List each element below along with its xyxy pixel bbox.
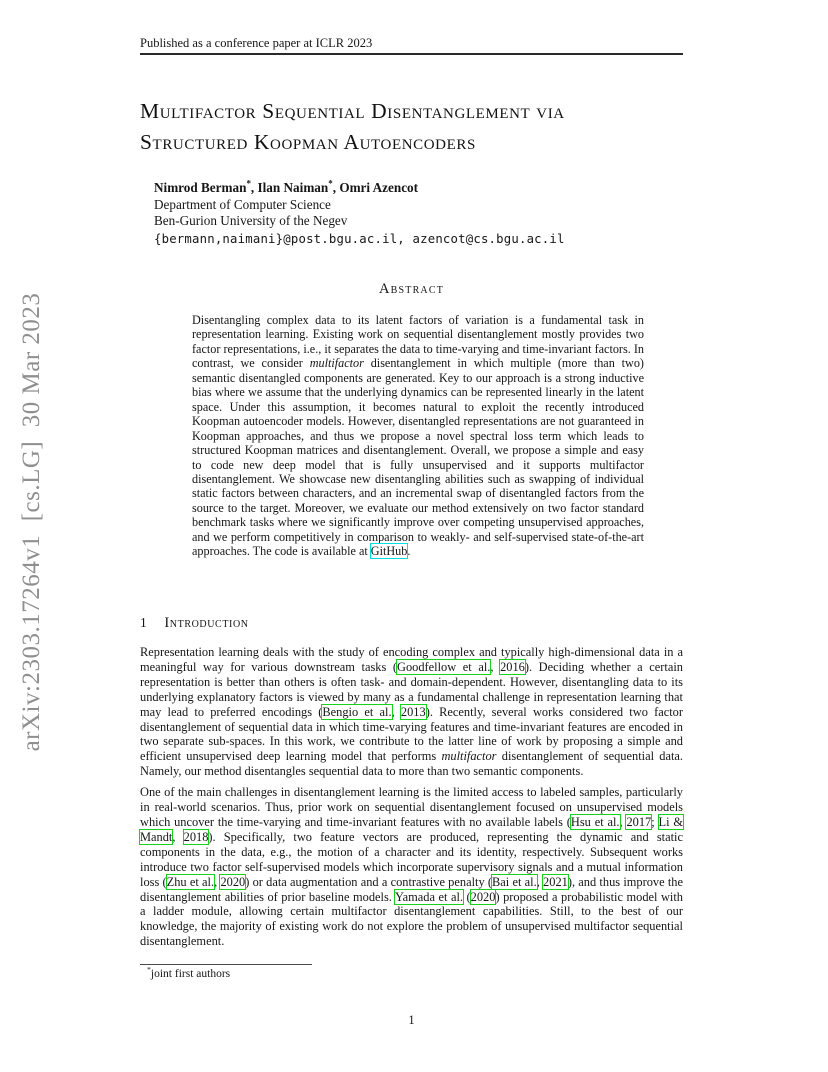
section-number: 1 — [140, 615, 148, 630]
citation-link[interactable]: 2017 — [626, 814, 652, 829]
text-run: ). Deciding whether a certain representation is better than others is often task- and domain-dependent. However, disentangling data to its underlying explanatory factors is viewed by many as a fundamental challenge in representation learning that may lead to preferred encodings ( — [140, 659, 683, 719]
citation-link[interactable]: Yamada et al. — [394, 889, 464, 904]
text-run: ) or data augmentation and a contrastive penalty ( — [245, 874, 493, 889]
citation-link[interactable]: 2013 — [400, 704, 426, 719]
text-run: , — [490, 659, 501, 674]
conference-header: Published as a conference paper at ICLR 2023 — [140, 36, 373, 50]
superscript-marker: * — [147, 965, 151, 975]
citation-link[interactable]: 2020 — [220, 874, 246, 889]
citation-link[interactable]: Zhu et al. — [166, 874, 215, 889]
paper-title-line1: Multifactor Sequential Disentanglement via — [140, 99, 565, 123]
text-run: , — [172, 829, 184, 844]
citation-link[interactable]: Hsu et al. — [570, 814, 620, 829]
abstract-heading: Abstract — [378, 281, 445, 297]
text-run: ; — [651, 814, 659, 829]
section-heading-introduction — [140, 615, 683, 632]
text-run: One of the main challenges in disentanglement learning is the limited access to labeled samples, particularly in real-world scenarios. Thus, prior work on sequential disentanglement focused on unsupervised models which uncover the time-varying and time-invariant features with no available labels ( — [140, 785, 683, 829]
author-block — [154, 180, 565, 247]
text-run: , — [391, 704, 401, 719]
intro-paragraph-1 — [140, 645, 683, 779]
emphasis-text: multifactor — [441, 749, 497, 764]
citation-link[interactable]: 2021 — [543, 874, 568, 889]
superscript-marker: * — [328, 178, 333, 189]
affiliation-university: Ben-Gurion University of the Negev — [154, 213, 348, 228]
text-run: joint first authors — [150, 968, 231, 981]
text-run: Representation learning deals with the study of encoding complex and typically high-dimensional data in a meaningful way for various downstream tasks ( — [140, 645, 683, 674]
text-run: , Ilan Naiman — [250, 180, 329, 195]
citation-link[interactable]: Li & Mandt — [140, 814, 683, 844]
emphasis-text: multifactor — [309, 356, 364, 371]
text-run: ). Specifically, two feature vectors are produced, representing the dynamic and static components in the data, e.g., the motion of a character and its identity, respectively. Subsequent works introduce two factor self-supervised models which incorporate supervisory signals and a mutual information loss ( — [140, 829, 683, 889]
text-run: ). Recently, several works considered two factor disentanglement of sequential data in which time-varying features and time-invariant features are encoded in two separate sub-spaces. In this work, we contribute to the latter line of work by proposing a simple and efficient unsupervised deep learning model that performs — [140, 704, 683, 764]
arxiv-watermark: arXiv:2303.17264v1 [cs.LG] 30 Mar 2023 — [18, 292, 45, 752]
section-title: Introduction — [164, 615, 249, 631]
text-run: Disentangling complex data to its latent factors of variation is a fundamental task in representation learning. Existing work on sequential disentanglement mostly provides two factor representations, i.e., it separates the data to time-varying and time-invariant factors. In contrast, we consider — [192, 313, 644, 371]
abstract-body — [192, 313, 644, 559]
intro-paragraph-2 — [140, 785, 683, 949]
text-run: Nimrod Berman — [154, 180, 247, 195]
external-link[interactable]: GitHub — [370, 544, 408, 559]
author-emails: {bermann,naimani}@post.bgu.ac.il, azencot@cs.bgu.ac.il — [154, 231, 565, 246]
text-run: , — [214, 874, 221, 889]
text-run: disentanglement of sequential data. Namely, our method disentangles sequential data to more than two semantic components. — [140, 749, 683, 779]
text-run: . — [407, 544, 411, 559]
text-run: , — [536, 874, 544, 889]
footnote-rule — [140, 964, 312, 965]
header-rule — [140, 53, 683, 55]
superscript-marker: * — [246, 178, 251, 189]
citation-link[interactable]: Bai et al. — [492, 874, 537, 889]
footnote-text — [140, 965, 683, 981]
text-run: ), and thus improve the disentanglement abilities of prior baseline models. — [140, 874, 683, 904]
page-number: 1 — [408, 1013, 415, 1027]
text-run: , Omri Azencot — [332, 180, 419, 195]
paper-title-line2: Structured Koopman Autoencoders — [140, 130, 476, 154]
citation-link[interactable]: 2018 — [183, 829, 209, 844]
author-names — [154, 180, 565, 197]
citation-link[interactable]: 2020 — [470, 889, 496, 904]
citation-link[interactable]: Goodfellow et al. — [397, 659, 491, 674]
text-run: ) proposed a probabilistic model with a ladder module, allowing certain multifactor disentanglement capabilities. Still, to the best of our knowledge, the majority of existing work do not explore the problem of unsupervised multifactor sequential disentanglement. — [140, 889, 683, 949]
text-run: , — [619, 814, 627, 829]
text-run: disentanglement in which multiple (more than two) semantic disentangled components are generated. Key to our approach is a strong inductive bias where we assume that the underlying dynamics can be represented linearly in the latent space. Under this assumption, it becomes natural to exploit the recently introduced Koopman autoencoder models. However, disentangled representations are not guaranteed in Koopman approaches, and thus we propose a novel spectral loss term which leads to structured Koopman matrices and disentanglement. Overall, we propose a simple and easy to code new deep model that is fully unsupervised and it supports multifactor disentanglement. We showcase new disentangling abilities such as swapping of individual static factors between characters, and an incremental swap of disentangled factors from the source to the target. Moreover, we evaluate our method extensively on two factor standard benchmark tasks where we significantly improve over competing unsupervised approaches, and we perform competitively in comparison to weakly- and self-supervised state-of-the-art approaches. The code is available at — [192, 356, 644, 559]
citation-link[interactable]: Bengio et al. — [322, 704, 392, 719]
main-column — [140, 615, 683, 980]
citation-link[interactable]: 2016 — [500, 659, 525, 674]
text-run: ( — [463, 889, 471, 904]
affiliation-department: Department of Computer Science — [154, 196, 331, 212]
